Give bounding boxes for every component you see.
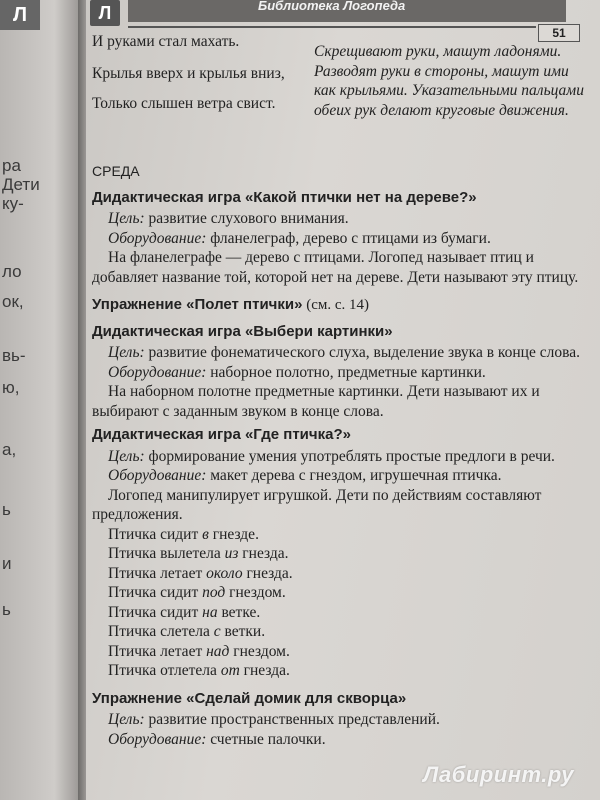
page-content xyxy=(86,30,586,749)
goal-text: развитие фонематического слуха, выделение звука в конце слова. xyxy=(144,344,580,361)
equipment-label: Оборудование: xyxy=(108,467,207,484)
left-fragment: ку- xyxy=(2,194,24,213)
poem-actions: Скрещивают руки, машут ладонями. Разводят руки в стороны, машут ими как крыльями. Указательными пальцами обеих рук делают круговые движения. xyxy=(314,43,584,119)
left-fragment: ло xyxy=(2,262,22,281)
exercise-heading: Упражнение «Сделай домик для скворца» xyxy=(92,689,407,707)
example-start: Птичка сидит xyxy=(108,584,203,601)
example-end: гнезда. xyxy=(238,545,289,562)
left-fragment: и xyxy=(2,554,12,573)
example-sentence xyxy=(108,661,586,681)
example-preposition: от xyxy=(220,662,240,679)
left-fragment: ь xyxy=(2,600,11,619)
example-preposition: из xyxy=(224,545,239,562)
equipment-text: счетные палочки. xyxy=(206,730,326,748)
goal-label: Цель: xyxy=(108,447,145,465)
book-page xyxy=(86,0,600,800)
example-sentence xyxy=(108,603,586,623)
goal-text: развитие пространственных представлений. xyxy=(144,711,440,728)
equipment-text: макет дерева с гнездом, игрушечная птичка. xyxy=(206,467,502,484)
example-start: Птичка вылетела xyxy=(108,545,225,562)
example-preposition: над xyxy=(206,642,230,660)
goal-text: формирование умения употреблять простые предлоги в речи. xyxy=(144,447,555,465)
example-end: гнезда. xyxy=(239,662,290,679)
example-start: Птичка слетела xyxy=(108,623,214,640)
example-sentence xyxy=(108,622,586,642)
example-preposition: с xyxy=(213,623,221,640)
equipment-paragraph xyxy=(92,730,586,750)
left-fragment: ь xyxy=(2,500,11,519)
series-title: Библиотека Логопеда xyxy=(128,0,566,22)
page-number: 51 xyxy=(538,24,580,42)
game-heading: Дидактическая игра «Выбери картинки» xyxy=(92,322,393,340)
goal-paragraph xyxy=(92,447,586,467)
example-end: гнезде. xyxy=(208,525,259,543)
exercise-title: Упражнение «Полет птички» xyxy=(92,296,303,313)
series-logo: Л xyxy=(90,0,120,26)
goal-paragraph xyxy=(92,343,586,363)
goal-label: Цель: xyxy=(108,344,145,361)
poem-line: И руками стал махать. xyxy=(92,33,240,50)
exercise-heading xyxy=(92,295,586,316)
example-preposition: на xyxy=(202,603,218,621)
labirint-watermark: Лабиринт.ру xyxy=(423,762,574,787)
game-heading: Дидактическая игра «Где птичка?» xyxy=(92,426,351,443)
example-sentence xyxy=(108,564,586,584)
example-sentence xyxy=(108,583,586,603)
poem-block xyxy=(86,30,586,158)
goal-label: Цель: xyxy=(108,210,145,227)
example-end: гнездом. xyxy=(229,642,290,660)
example-end: ветки. xyxy=(220,623,266,640)
example-sentence xyxy=(108,544,586,564)
equipment-label: Оборудование: xyxy=(108,229,207,247)
example-start: Птичка сидит xyxy=(108,603,203,621)
example-preposition: под xyxy=(202,584,226,601)
equipment-paragraph xyxy=(92,363,586,383)
example-sentence xyxy=(108,642,586,662)
goal-text: развитие слухового внимания. xyxy=(144,210,349,227)
left-page-tab: Л xyxy=(0,0,40,30)
example-start: Птичка сидит xyxy=(108,525,203,543)
example-start: Птичка отлетела xyxy=(108,662,221,679)
example-sentence xyxy=(108,525,586,545)
goal-paragraph xyxy=(92,209,586,229)
header-rule xyxy=(128,26,536,28)
left-fragment: ра xyxy=(2,156,21,175)
example-end: гнезда. xyxy=(242,564,293,582)
left-fragment: ю, xyxy=(2,378,20,397)
left-fragment: вь- xyxy=(2,346,26,365)
game-heading: Дидактическая игра «Какой птички нет на дереве?» xyxy=(92,188,477,206)
day-heading: СРЕДА xyxy=(92,163,140,179)
left-page-edge xyxy=(0,0,78,800)
page-reference: (см. с. 14) xyxy=(302,297,370,313)
example-end: ветке. xyxy=(217,603,261,621)
example-preposition: в xyxy=(202,525,209,543)
poem-line: Только слышен ветра свист. xyxy=(92,95,276,112)
equipment-paragraph xyxy=(92,229,586,249)
example-start: Птичка летает xyxy=(108,564,207,582)
equipment-paragraph xyxy=(92,466,586,486)
goal-label: Цель: xyxy=(108,711,145,728)
poem-line: Крылья вверх и крылья вниз, xyxy=(92,65,285,82)
example-preposition: около xyxy=(206,564,243,582)
description-paragraph: На фланелеграфе — дерево с птицами. Логопед называет птиц и добавляет название той, которой нет на дереве. Дети называют эту птицу. xyxy=(92,249,579,286)
example-end: гнездом. xyxy=(225,584,286,601)
description-paragraph: Логопед манипулирует игрушкой. Дети по действиям составляют предложения. xyxy=(92,486,542,523)
equipment-label: Оборудование: xyxy=(108,730,207,748)
description-paragraph: На наборном полотне предметные картинки. Дети называют их и выбирают с заданным звуком в конце слова. xyxy=(92,383,540,420)
equipment-text: наборное полотно, предметные картинки. xyxy=(206,363,486,381)
left-fragment: а, xyxy=(2,440,17,459)
equipment-label: Оборудование: xyxy=(108,363,207,381)
equipment-text: фланелеграф, дерево с птицами из бумаги. xyxy=(206,229,491,247)
goal-paragraph xyxy=(92,710,586,730)
left-fragment: Дети xyxy=(2,175,40,194)
example-start: Птичка летает xyxy=(108,642,207,660)
left-fragment: ок, xyxy=(2,292,24,311)
